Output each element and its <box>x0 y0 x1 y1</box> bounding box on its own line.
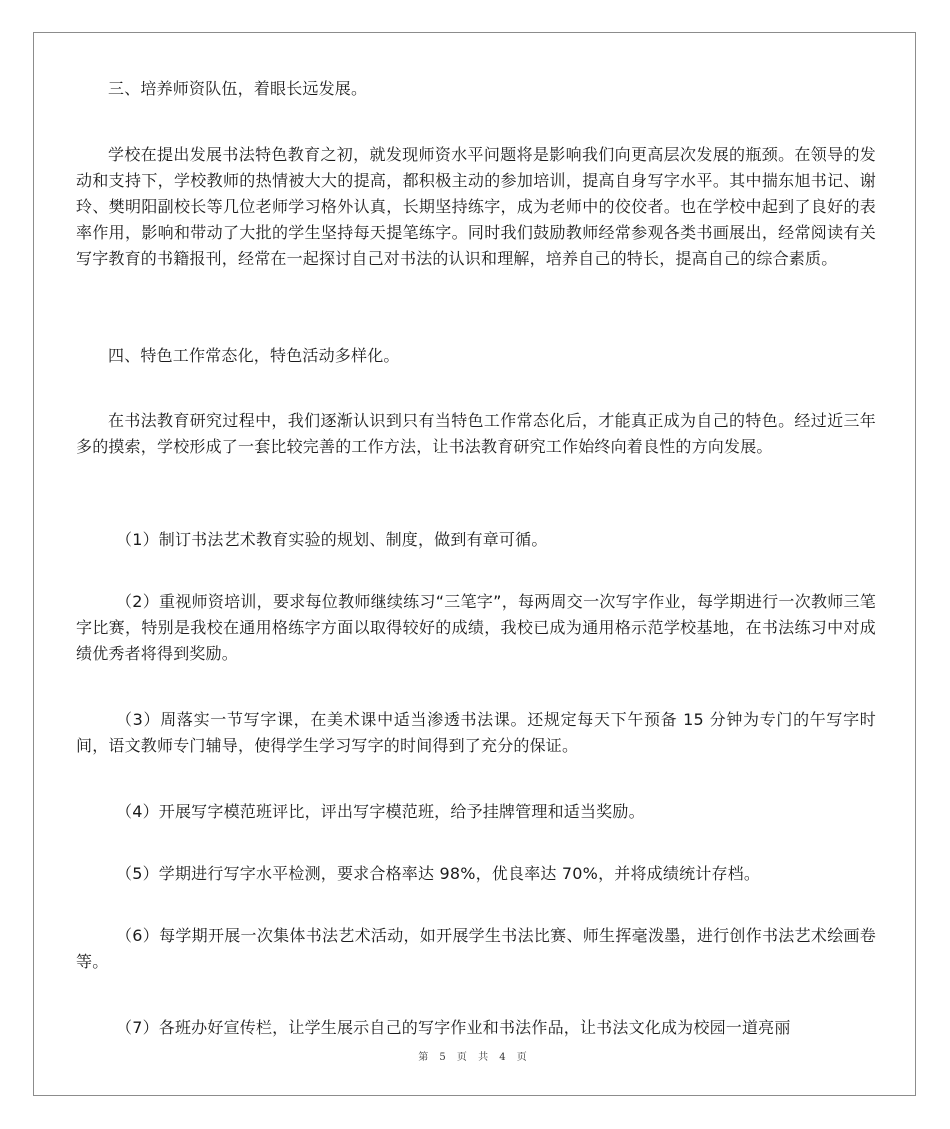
section-heading-4: 四、特色工作常态化，特色活动多样化。 <box>108 346 400 365</box>
list-item-7: （7）各班办好宣传栏，让学生展示自己的写字作业和书法作品，让书法文化成为校园一道亮丽 <box>116 1018 791 1037</box>
paragraph-normalization: 在书法教育研究过程中，我们逐渐认识到只有当特色工作常态化后，才能真正成为自己的特色。经过近三年多的摸索，学校形成了一套比较完善的工作方法，让书法教育研究工作始终向着良性的方向发展。 <box>76 411 876 456</box>
document-page <box>33 32 916 1096</box>
list-item-1: （1）制订书法艺术教育实验的规划、制度，做到有章可循。 <box>116 530 548 549</box>
section-heading-3: 三、培养师资队伍，着眼长远发展。 <box>108 79 368 98</box>
list-item-5: （5）学期进行写字水平检测，要求合格率达 98%，优良率达 70%，并将成绩统计存档。 <box>116 864 761 883</box>
paragraph-teacher-training: 学校在提出发展书法特色教育之初，就发现师资水平问题将是影响我们向更高层次发展的瓶颈。在领导的发动和支持下，学校教师的热情被大大的提高，都积极主动的参加培训，提高自身写字水平。其中揣东旭书记、谢玲、樊明阳副校长等几位老师学习格外认真，长期坚持练字，成为老师中的佼佼者。也在学校中起到了良好的表率作用，影响和带动了大批的学生坚持每天提笔练字。同时我们鼓励教师经常参观各类书画展出，经常阅读有关写字教育的书籍报刊，经常在一起探讨自己对书法的认识和理解，培养自己的特长，提高自己的综合素质。 <box>76 145 876 268</box>
page-footer: 第 5 页 共 4 页 <box>418 1052 531 1063</box>
list-item-4: （4）开展写字模范班评比，评出写字模范班，给予挂牌管理和适当奖励。 <box>116 802 645 821</box>
list-item-6: （6）每学期开展一次集体书法艺术活动，如开展学生书法比赛、师生挥毫泼墨，进行创作书法艺术绘画卷等。 <box>76 926 876 971</box>
list-item-3: （3）周落实一节写字课，在美术课中适当渗透书法课。还规定每天下午预备 15 分钟为专门的午写字时间，语文教师专门辅导，使得学生学习写字的时间得到了充分的保证。 <box>76 710 876 755</box>
list-item-2: （2）重视师资培训，要求每位教师继续练习“三笔字”，每两周交一次写字作业，每学期进行一次教师三笔字比赛，特别是我校在通用格练字方面以取得较好的成绩，我校已成为通用格示范学校基地，在书法练习中对成绩优秀者将得到奖励。 <box>76 592 876 663</box>
